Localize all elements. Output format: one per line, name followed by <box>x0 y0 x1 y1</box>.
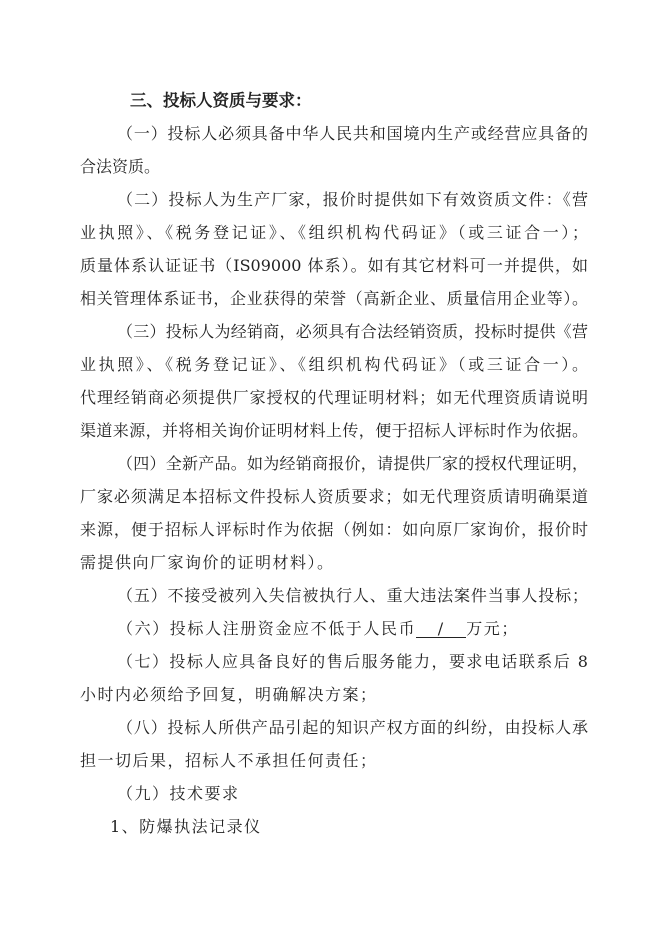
paragraph-8-line: 担一切后果，招标人不承担任何责任； <box>80 751 378 770</box>
paragraph-2-line: 业执照》、《税务登记证》、《组织机构代码证》（或三证合一）； <box>80 223 588 242</box>
paragraph-9-heading: （九）技术要求 <box>117 784 240 803</box>
paragraph-7-line: 小时内必须给予回复，明确解决方案； <box>80 685 378 704</box>
paragraph-4-line: 需提供向厂家询价的证明材料）。 <box>80 553 335 572</box>
paragraph-4-line: 厂家必须满足本招标文件投标人资质要求；如无代理资质请明确渠道 <box>80 487 588 506</box>
paragraph-2-line: （二）投标人为生产厂家，报价时提供如下有效资质文件：《营 <box>117 190 588 209</box>
item-1-heading: 1、防爆执法记录仪 <box>110 817 262 836</box>
paragraph-3-line: （三）投标人为经销商，必须具有合法经销资质，投标时提供《营 <box>117 322 588 341</box>
paragraph-2-line: 相关管理体系证书，企业获得的荣誉（高新企业、质量信用企业等）。 <box>80 289 588 308</box>
registered-capital-blank: / <box>416 620 466 638</box>
paragraph-3-line: 业执照》、《税务登记证》、《组织机构代码证》（或三证合一）。 <box>80 355 588 374</box>
paragraph-5-line: （五）不接受被列入失信被执行人、重大违法案件当事人投标； <box>117 586 588 605</box>
registered-capital-unit: 万元； <box>466 619 520 638</box>
paragraph-1-line: 合法资质。 <box>80 157 161 176</box>
paragraph-4-line: （四）全新产品。如为经销商报价，请提供厂家的授权代理证明， <box>117 454 588 473</box>
paragraph-3-line: 渠道来源，并将相关询价证明材料上传，便于招标人评标时作为依据。 <box>80 421 588 440</box>
paragraph-6-line <box>117 618 588 640</box>
paragraph-8-line: （八）投标人所供产品引起的知识产权方面的纠纷，由投标人承 <box>117 718 588 737</box>
paragraph-1-line: （一）投标人必须具备中华人民共和国境内生产或经营应具备的 <box>117 124 588 143</box>
paragraph-7-line: （七）投标人应具备良好的售后服务能力，要求电话联系后 8 <box>117 652 588 671</box>
paragraph-3-line: 代理经销商必须提供厂家授权的代理证明材料；如无代理资质请说明 <box>80 388 588 407</box>
paragraph-2-line: 质量体系认证证书（IS09000 体系）。如有其它材料可一并提供，如 <box>80 256 588 275</box>
section-title: 三、投标人资质与要求： <box>130 91 312 110</box>
registered-capital-label: （六）投标人注册资金应不低于人民币 <box>117 619 417 638</box>
paragraph-4-line: 来源，便于招标人评标时作为依据（例如：如向原厂家询价，报价时 <box>80 520 588 539</box>
